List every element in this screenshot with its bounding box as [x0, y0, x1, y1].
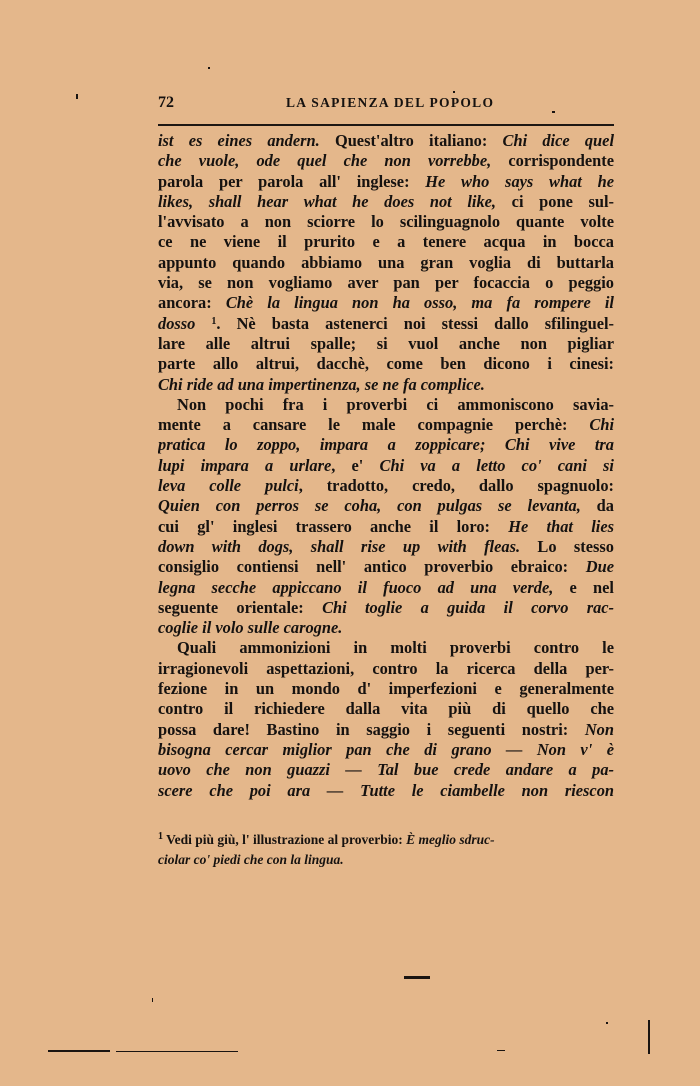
- bottom-edge-rule: [116, 1051, 238, 1052]
- italic-text: ist es eines andern.: [158, 131, 320, 150]
- italic-text: Quien con perros se coha, con pulgas se levanta,: [158, 496, 581, 516]
- text-run: ci pone sul-: [496, 191, 614, 211]
- text-run: fezione in un mondo d' imperfezioni e generalmente: [158, 679, 614, 699]
- italic-text: Non: [584, 719, 614, 739]
- center-ornament-rule: [404, 976, 430, 979]
- text-run: irragionevoli aspettazioni, contro la ricerca della per-: [158, 658, 614, 678]
- text-run: seguente orientale:: [158, 597, 323, 617]
- italic-text: scere che poi ara — Tutte le ciambelle non riescon: [158, 780, 614, 800]
- page-number: 72: [158, 94, 174, 111]
- text-line: [158, 598, 614, 618]
- italic-text: uovo che non guazzi — Tal bue crede andare a pa-: [158, 760, 614, 780]
- scan-speck: [76, 94, 78, 99]
- italic-text: Chi ride ad una impertinenza, se ne fa complice.: [158, 374, 485, 394]
- italic-text: down with dogs, shall rise up with fleas.: [158, 536, 521, 556]
- italic-text: Chi: [589, 415, 614, 435]
- footnote-line: [158, 850, 614, 870]
- text-line: [158, 537, 614, 557]
- text-line: [158, 659, 614, 679]
- text-line: [158, 679, 614, 699]
- text-run: Vedi più giù, l' illustrazione al proverbio:: [163, 832, 407, 847]
- text-run: lare alle altrui spalle; si vuol anche non pigliar: [158, 333, 614, 353]
- text-run: possa dare! Bastino in saggio i seguenti nostri:: [158, 719, 585, 739]
- text-run: , e': [331, 455, 380, 475]
- text-line: [158, 435, 614, 455]
- text-line: [158, 415, 614, 435]
- text-line: [158, 760, 614, 780]
- text-run: Non pochi fra i proverbi ci ammoniscono savia-: [177, 394, 614, 414]
- text-line: [158, 456, 614, 476]
- scan-speck: [453, 91, 455, 93]
- text-line: [158, 476, 614, 496]
- text-line: [158, 232, 614, 252]
- italic-text: Chè la lingua non ha osso, ma fa rompere il: [225, 293, 614, 313]
- text-run: ancora:: [158, 293, 226, 313]
- scan-speck: [208, 67, 210, 69]
- header-rule: [158, 124, 614, 126]
- text-run: [195, 314, 211, 333]
- text-line: [158, 781, 614, 801]
- text-line: [158, 293, 614, 313]
- text-line: [158, 192, 614, 212]
- text-line: [158, 699, 614, 719]
- text-run: contro il richiedere dalla vita più di quello che: [158, 699, 614, 719]
- text-line: [158, 253, 614, 273]
- text-line: [158, 720, 614, 740]
- text-line: [158, 212, 614, 232]
- text-run: , tradotto, credo, dallo spagnuolo:: [298, 476, 614, 496]
- text-line: [158, 273, 614, 293]
- footnote-marker: 1: [158, 831, 163, 842]
- running-title: LA SAPIENZA DEL POPOLO: [286, 95, 495, 110]
- text-run: corrispondente: [491, 151, 614, 171]
- text-run: parte allo altrui, dacchè, come ben dicono i cinesi:: [158, 354, 614, 374]
- page-edge-shadow: [648, 1020, 650, 1054]
- body-text: [158, 131, 614, 801]
- text-line: [158, 131, 614, 151]
- text-line: [158, 517, 614, 537]
- text-run: mente a cansare le male compagnie perchè:: [158, 415, 590, 435]
- footnote-marker: 1: [211, 315, 217, 327]
- text-run: ce ne viene il prurito e a tenere acqua in bocca: [158, 232, 614, 252]
- text-run: l'avvisato a non sciorre lo scilinguagnolo quante volte: [158, 212, 614, 232]
- scan-speck: [552, 111, 555, 113]
- italic-text: lupi impara a urlare: [158, 455, 332, 475]
- text-run: consiglio contiensi nell' antico proverbio ebraico:: [158, 557, 586, 577]
- text-run: appunto quando abbiamo una gran voglia di buttarla: [158, 252, 614, 272]
- text-run: Quest'altro italiano:: [319, 131, 503, 150]
- italic-text: È meglio sdruc-: [406, 832, 495, 847]
- italic-text: ciolar co' piedi che con la lingua.: [158, 852, 344, 867]
- text-run: da: [580, 496, 614, 516]
- italic-text: pratica lo zoppo, impara a zoppicare; Chi vive tra: [158, 435, 614, 455]
- text-line: [158, 557, 614, 577]
- text-line: [158, 496, 614, 516]
- text-line: [158, 740, 614, 760]
- text-line: [158, 618, 614, 638]
- italic-text: che vuole, ode quel che non vorrebbe,: [158, 151, 492, 171]
- scan-speck: [152, 998, 153, 1002]
- text-line: [158, 151, 614, 171]
- bottom-edge-rule: [48, 1050, 110, 1052]
- italic-text: coglie il volo sulle carogne.: [158, 618, 343, 638]
- text-line: [158, 314, 614, 334]
- text-line: [158, 354, 614, 374]
- text-run: Lo stesso: [520, 536, 614, 556]
- italic-text: Due: [585, 557, 614, 577]
- scan-speck: [497, 1050, 505, 1051]
- italic-text: He that lies: [508, 516, 614, 536]
- text-run: cui gl' inglesi trassero anche il loro:: [158, 516, 509, 536]
- running-head: [158, 94, 614, 116]
- italic-text: Chi va a letto co' cani si: [379, 455, 614, 475]
- text-run: e nel: [553, 577, 614, 597]
- scan-speck: [606, 1022, 608, 1024]
- italic-text: He who says what he: [425, 171, 614, 191]
- text-line: [158, 395, 614, 415]
- text-line: [158, 375, 614, 395]
- italic-text: Chi dice quel: [502, 131, 614, 150]
- italic-text: legna secche appiccano il fuoco ad una verde,: [158, 577, 554, 597]
- italic-text: leva colle pulci: [158, 476, 299, 496]
- text-line: [158, 578, 614, 598]
- italic-text: likes, shall hear what he does not like,: [158, 191, 497, 211]
- text-run: . Nè basta astenerci noi stessi dallo sfilinguel-: [216, 313, 614, 333]
- text-line: [158, 172, 614, 192]
- text-run: parola per parola all' inglese:: [158, 171, 426, 191]
- text-run: Quali ammonizioni in molti proverbi contro le: [177, 638, 614, 658]
- text-line: [158, 638, 614, 658]
- italic-text: dosso: [158, 313, 196, 333]
- italic-text: bisogna cercar miglior pan che di grano — Non v' è: [158, 739, 614, 759]
- italic-text: Chi toglie a guida il corvo rac-: [322, 597, 614, 617]
- text-run: via, se non vogliamo aver pan per focaccia o peggio: [158, 273, 614, 293]
- footnote-line: [158, 830, 614, 850]
- text-line: [158, 334, 614, 354]
- footnote: [158, 830, 614, 870]
